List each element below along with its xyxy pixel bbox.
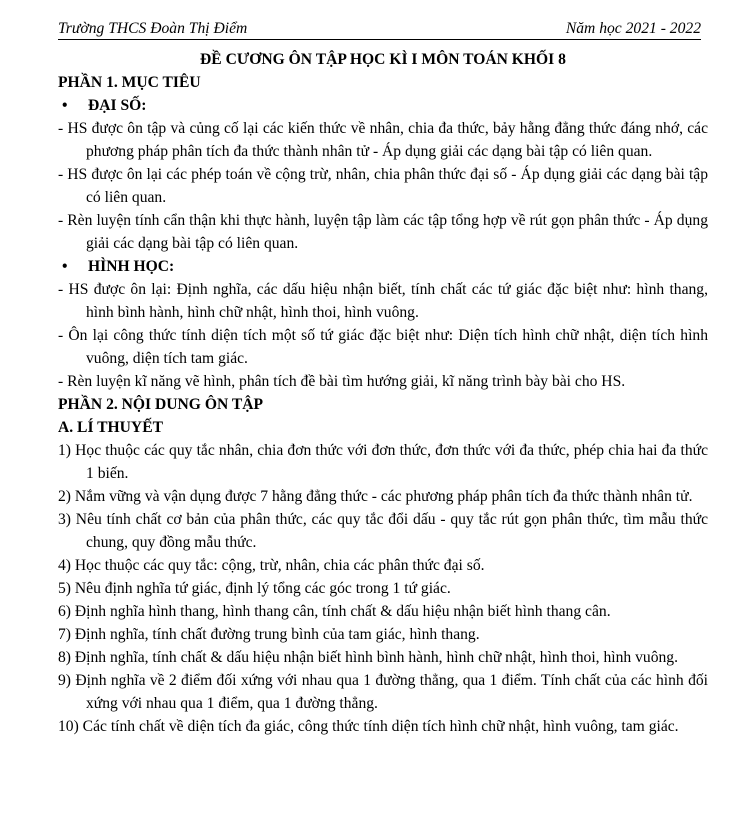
theory-item: 1) Học thuộc các quy tắc nhân, chia đơn thức với đơn thức, đơn thức với đa thức, phép chia hai đa thức 1 biến. (58, 442, 708, 482)
school-name: Trường THCS Đoàn Thị Điểm (58, 20, 248, 37)
theory-item: 7) Định nghĩa, tính chất đường trung bình của tam giác, hình thang. (58, 626, 480, 643)
school-year: Năm học 2021 - 2022 (565, 20, 701, 37)
geometry-item: - Ôn lại công thức tính diện tích một số tứ giác đặc biệt như: Diện tích hình chữ nhật, diện tích hình vuông, diện tích tam giác. (58, 327, 708, 367)
geometry-item: - HS được ôn lại: Định nghĩa, các dấu hiệu nhận biết, tính chất các tứ giác đặc biệt như: hình thang, hình bình hành, hình chữ nhật, hình thoi, hình vuông. (58, 281, 708, 321)
geometry-item: - Rèn luyện kĩ năng vẽ hình, phân tích đề bài tìm hướng giải, kĩ năng trình bày bài cho HS. (58, 373, 626, 390)
algebra-heading: • ĐẠI SỐ: (58, 94, 708, 117)
part1-heading: PHẦN 1. MỤC TIÊU (58, 74, 201, 91)
theory-item: 3) Nêu tính chất cơ bản của phân thức, các quy tắc đổi dấu - quy tắc rút gọn phân thức, tìm mẫu thức chung, quy đồng mẫu thức. (58, 511, 708, 551)
algebra-item: - HS được ôn lại các phép toán về cộng trừ, nhân, chia phân thức đại số - Áp dụng giải các dạng bài tập có liên quan. (58, 166, 708, 206)
algebra-item: - Rèn luyện tính cẩn thận khi thực hành, luyện tập làm các tập tổng hợp về rút gọn phân thức - Áp dụng giải các dạng bài tập có liên quan. (58, 212, 708, 252)
section-a-heading: A. LÍ THUYẾT (58, 419, 163, 436)
document-body (58, 48, 708, 738)
theory-item: 4) Học thuộc các quy tắc: cộng, trừ, nhân, chia các phân thức đại số. (58, 557, 485, 574)
theory-item: 10) Các tính chất về diện tích đa giác, công thức tính diện tích hình chữ nhật, hình vuông, tam giác. (58, 718, 679, 735)
bullet-icon: • (62, 258, 68, 275)
theory-item: 9) Định nghĩa về 2 điểm đối xứng với nhau qua 1 đường thẳng, qua 1 điểm. Tính chất của các hình đối xứng với nhau qua 1 điểm, qua 1 đường thẳng. (58, 672, 708, 712)
algebra-item: - HS được ôn tập và củng cố lại các kiến thức về nhân, chia đa thức, bảy hằng đẳng thức đáng nhớ, các phương pháp phân tích đa thức thành nhân tử - Áp dụng giải các dạng bài tập có liên quan. (58, 120, 708, 160)
bullet-icon: • (62, 97, 68, 114)
theory-item: 8) Định nghĩa, tính chất & dấu hiệu nhận biết hình bình hành, hình chữ nhật, hình thoi, hình vuông. (58, 649, 678, 666)
document-title: ĐỀ CƯƠNG ÔN TẬP HỌC KÌ I MÔN TOÁN KHỐI 8 (200, 51, 566, 68)
theory-item: 6) Định nghĩa hình thang, hình thang cân, tính chất & dấu hiệu nhận biết hình thang cân. (58, 603, 611, 620)
part2-heading: PHẦN 2. NỘI DUNG ÔN TẬP (58, 396, 264, 413)
page-header (58, 17, 701, 40)
theory-item: 5) Nêu định nghĩa tứ giác, định lý tổng các góc trong 1 tứ giác. (58, 580, 451, 597)
geometry-heading: • HÌNH HỌC: (58, 255, 708, 278)
theory-item: 2) Nắm vững và vận dụng được 7 hằng đẳng thức - các phương pháp phân tích đa thức thành nhân tử. (58, 488, 693, 505)
